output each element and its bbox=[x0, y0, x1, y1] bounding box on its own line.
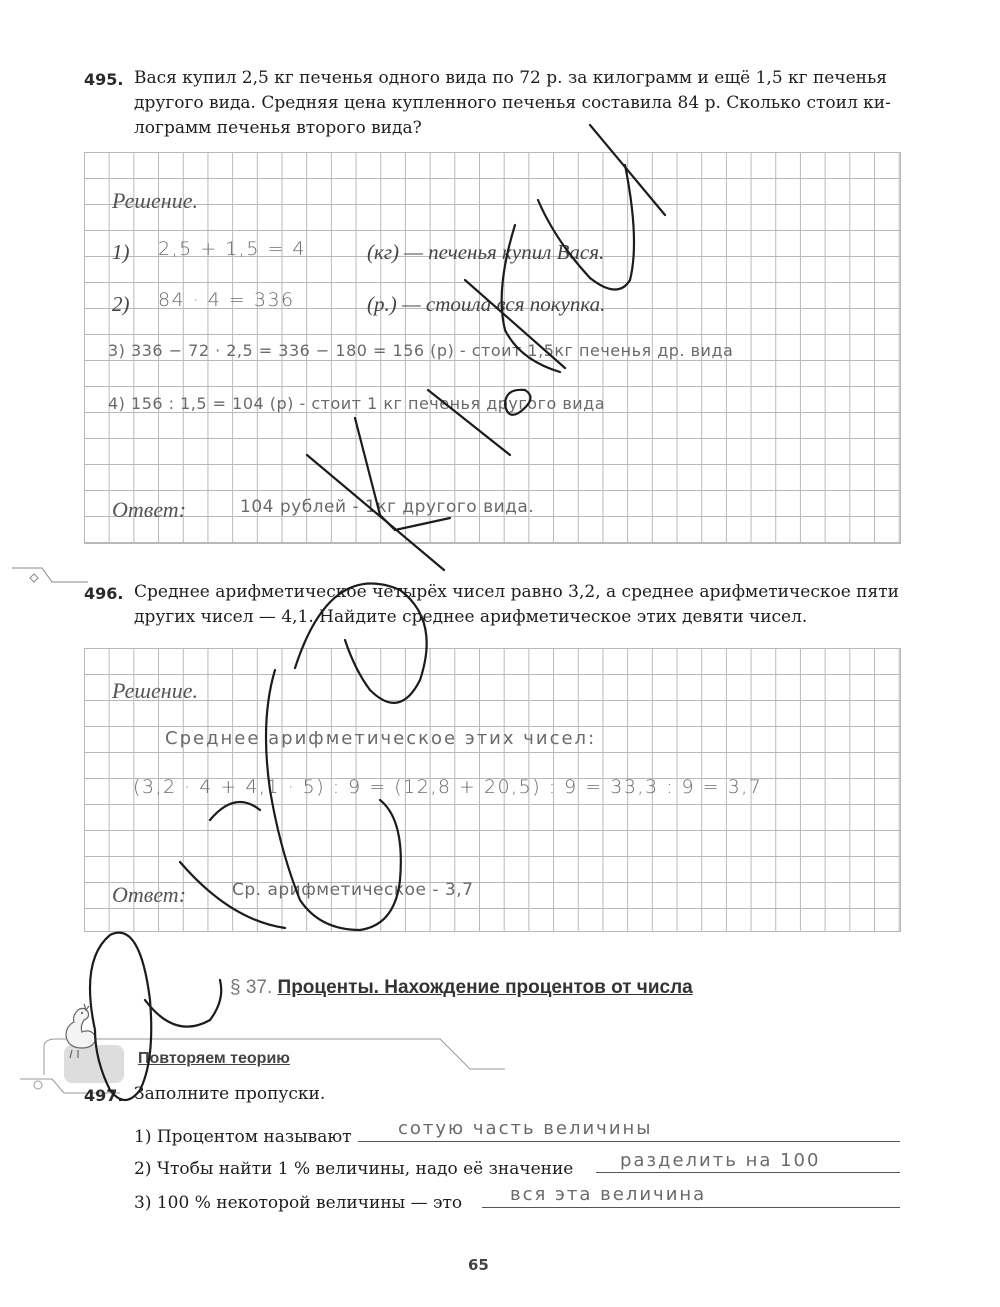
task-497-item-1-answer: сотую часть величины bbox=[398, 1118, 653, 1139]
task-495-solution-label: Решение. bbox=[112, 188, 198, 213]
task-496-answer: Ср. арифметическое - 3,7 bbox=[232, 880, 474, 900]
task-495-step-2-calc: 84 · 4 = 336 bbox=[158, 289, 295, 311]
task-496-line-2: других чисел — 4,1. Найдите среднее арифметическое этих девяти чисел. bbox=[134, 607, 808, 627]
bird-mascot-icon bbox=[58, 1000, 104, 1060]
task-495-step-1-calc: 2,5 + 1,5 = 4 bbox=[158, 238, 307, 260]
task-497-item-2-blank[interactable] bbox=[596, 1172, 900, 1173]
task-496-answer-label: Ответ: bbox=[112, 882, 187, 907]
section-title: Проценты. Нахождение процентов от числа bbox=[277, 977, 693, 998]
task-495-step-2-num: 2) bbox=[112, 292, 130, 316]
task-497-item-3-label: 3) 100 % некоторой величины — это bbox=[134, 1193, 463, 1213]
task-495-step-1-text: (кг) — печенья купил Вася. bbox=[367, 240, 605, 264]
task-497-item-3-answer: вся эта величина bbox=[510, 1184, 707, 1205]
task-497-item-1-label: 1) Процентом называют bbox=[134, 1127, 352, 1147]
task-495-step-3 bbox=[108, 341, 733, 360]
task-495-line-1: Вася купил 2,5 кг печенья одного вида по 72 р. за килограмм и ещё 1,5 кг печенья bbox=[134, 68, 887, 88]
task-497-item-1-blank[interactable] bbox=[358, 1141, 900, 1142]
section-symbol: § 37. bbox=[230, 977, 273, 998]
task-495-answer: 104 рублей - 1кг другого вида. bbox=[240, 497, 535, 517]
task-495-line-3: лограмм печенья второго вида? bbox=[134, 118, 422, 138]
task-495-step-3-num: 3) bbox=[108, 341, 126, 360]
section-37-heading bbox=[230, 977, 693, 999]
task-496-work-line-2: (3,2 · 4 + 4,1 · 5) : 9 = (12,8 + 20,5) : 9 = 33,3 : 9 = 3,7 bbox=[133, 776, 763, 798]
page-number: 65 bbox=[468, 1256, 489, 1274]
theory-heading: Повторяем теорию bbox=[138, 1050, 290, 1067]
task-497-prompt: Заполните пропуски. bbox=[134, 1084, 326, 1104]
task-496-statement bbox=[134, 580, 924, 630]
task-495-step-2-text: (р.) — стоила вся покупка. bbox=[367, 292, 606, 316]
task-497-item-2-label: 2) Чтобы найти 1 % величины, надо её значение bbox=[134, 1159, 574, 1179]
task-497-item-3-blank[interactable] bbox=[482, 1207, 900, 1208]
divider-ornament-icon bbox=[0, 562, 90, 592]
task-496-number: 496. bbox=[84, 584, 124, 603]
task-495-step-4-text: 156 : 1,5 = 104 (р) - стоит 1 кг печенья другого вида bbox=[131, 394, 606, 413]
task-495-step-4-num: 4) bbox=[108, 394, 126, 413]
task-496-line-1: Среднее арифметическое четырёх чисел равно 3,2, а среднее арифметическое пяти bbox=[134, 582, 899, 602]
task-496-work-line-1: Среднее арифметическое этих чисел: bbox=[165, 728, 597, 749]
task-495-answer-label: Ответ: bbox=[112, 497, 187, 522]
task-495-number: 495. bbox=[84, 70, 124, 89]
task-495-step-3-text: 336 − 72 · 2,5 = 336 − 180 = 156 (р) - стоит 1,5кг печенья др. вида bbox=[131, 341, 734, 360]
task-495-line-2: другого вида. Средняя цена купленного печенья составила 84 р. Сколько стоил ки- bbox=[134, 93, 891, 113]
task-496-solution-label: Решение. bbox=[112, 678, 198, 703]
task-495-statement bbox=[134, 66, 924, 141]
task-497-item-2-answer: разделить на 100 bbox=[620, 1150, 821, 1171]
task-497-number: 497. bbox=[84, 1086, 124, 1105]
task-495-step-1-num: 1) bbox=[112, 240, 130, 264]
task-495-step-4 bbox=[108, 394, 605, 413]
